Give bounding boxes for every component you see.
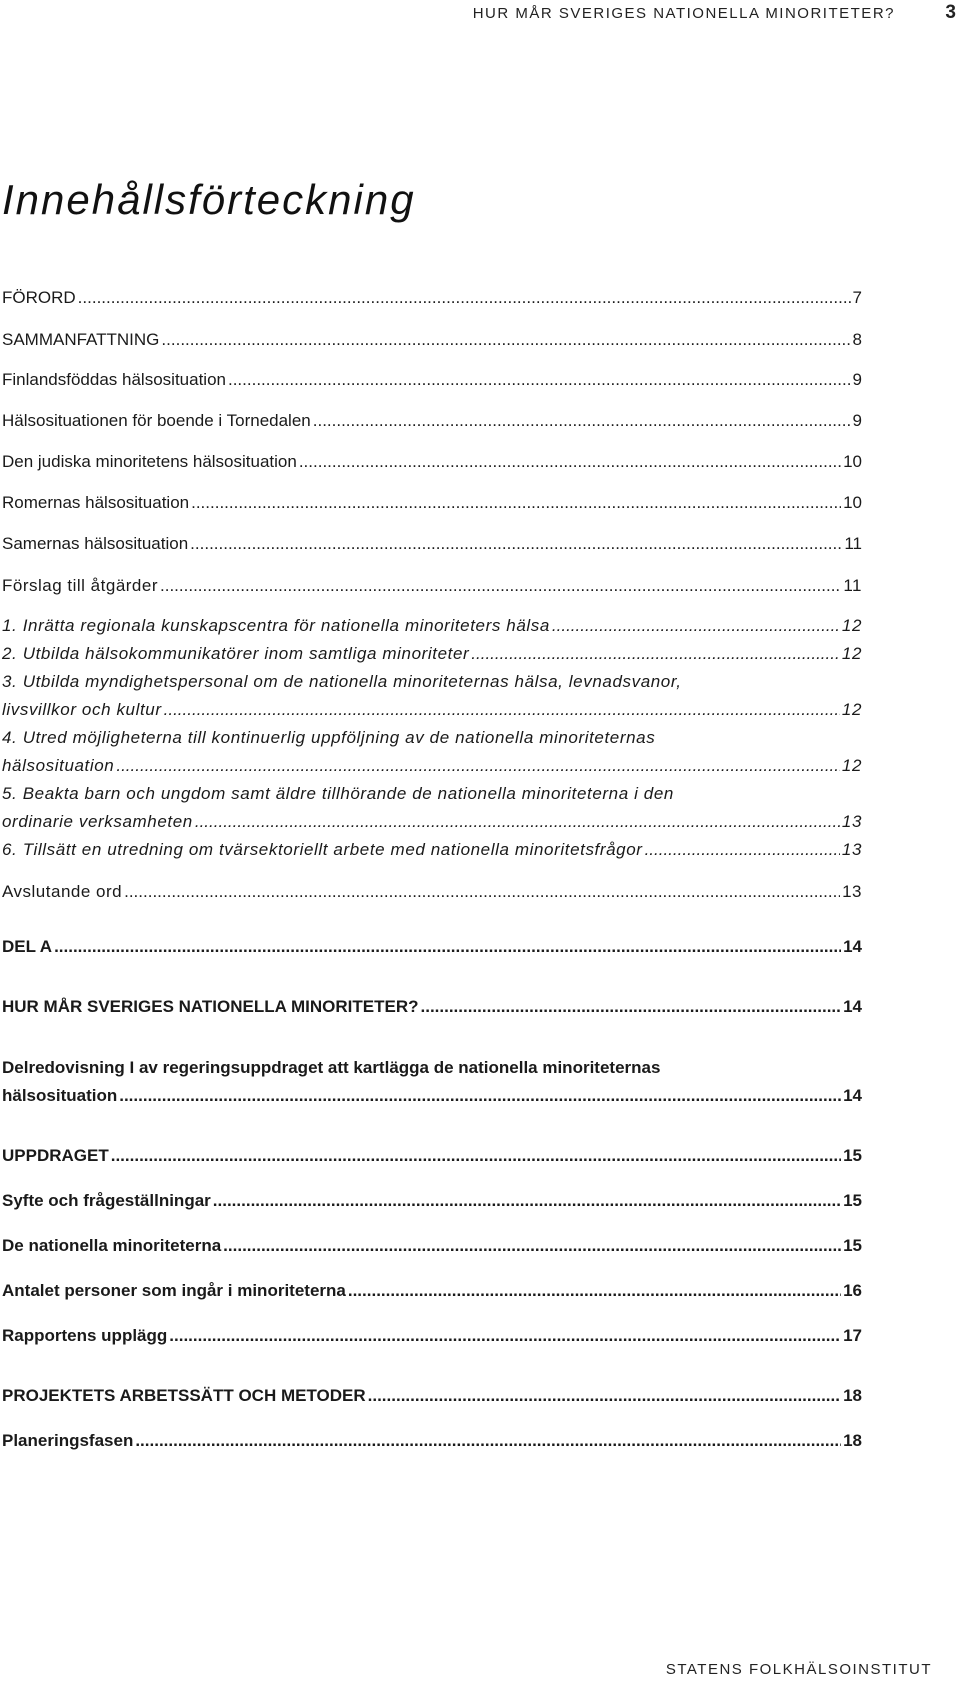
toc-dot-leader — [111, 1142, 841, 1170]
toc-entry-atgard-3[interactable] — [2, 668, 862, 724]
toc-dot-leader — [164, 696, 840, 724]
toc-dot-leader — [195, 808, 840, 836]
toc-page-number: 12 — [841, 616, 862, 635]
toc-entry-text: Antalet personer som ingår i minoriteterna — [2, 1281, 346, 1300]
toc-entry-text: DEL A — [2, 937, 53, 956]
toc-dot-leader — [313, 407, 851, 435]
toc-entry-text: 6. Tillsätt en utredning om tvärsektoriellt arbete med nationella minoritetsfrågor — [2, 840, 643, 859]
toc-entry-antalet[interactable] — [2, 1277, 862, 1305]
toc-entry-del-a[interactable] — [2, 933, 862, 961]
toc-page-number: 11 — [843, 576, 862, 595]
page-footer: STATENS FOLKHÄLSOINSTITUT — [665, 1661, 932, 1678]
toc-entry-text: Avslutande ord — [2, 882, 123, 901]
toc-entry-text: UPPDRAGET — [2, 1146, 109, 1165]
toc-entry-text: Planeringsfasen — [2, 1431, 134, 1450]
toc-entry-planeringsfasen[interactable] — [2, 1427, 862, 1455]
toc-entry-text-line2: hälsosituation — [2, 1086, 118, 1105]
toc-page-number: 13 — [841, 840, 862, 859]
toc-entry-text: Finlandsföddas hälsosituation — [2, 370, 226, 389]
toc-dot-leader — [645, 836, 840, 864]
toc-entry-tornedalen[interactable] — [2, 407, 862, 435]
toc-entry-romernas[interactable] — [2, 489, 862, 517]
toc-page-number: 15 — [843, 1146, 862, 1165]
toc-dot-leader — [161, 326, 850, 354]
toc-entry-text: Hälsosituationen för boende i Tornedalen — [2, 411, 311, 430]
page-number: 3 — [945, 2, 956, 23]
toc-entry-text-line1: 5. Beakta barn och ungdom samt äldre tillhörande de nationella minoriteterna i den — [2, 784, 674, 803]
toc-page-number: 14 — [843, 1086, 862, 1105]
toc-page-number: 13 — [842, 882, 862, 901]
toc-page-number: 9 — [852, 370, 862, 389]
toc-entry-text: Den judiska minoritetens hälsosituation — [2, 452, 297, 471]
toc-page-number: 12 — [841, 700, 862, 719]
page-title: Innehållsförteckning — [2, 176, 416, 223]
toc-entry-syfte[interactable] — [2, 1187, 862, 1215]
toc-page-number: 18 — [843, 1386, 862, 1405]
toc-entry-judiska[interactable] — [2, 448, 862, 476]
toc-entry-text: Förslag till åtgärder — [2, 576, 159, 595]
toc-dot-leader — [116, 752, 840, 780]
toc-dot-leader — [78, 284, 851, 312]
toc-entry-rapportens[interactable] — [2, 1322, 862, 1350]
toc-entry-text: Rapportens upplägg — [2, 1326, 168, 1345]
toc-entry-uppdraget[interactable] — [2, 1142, 862, 1170]
page-header — [0, 4, 960, 30]
toc-entry-text: FÖRORD — [2, 288, 76, 307]
toc-dot-leader — [135, 1427, 841, 1455]
toc-entry-text: HUR MÅR SVERIGES NATIONELLA MINORITETER? — [2, 997, 419, 1016]
toc-page-number: 15 — [843, 1236, 862, 1255]
toc-dot-leader — [368, 1382, 841, 1410]
toc-entry-forslag[interactable] — [2, 572, 862, 600]
toc-entry-text: PROJEKTETS ARBETSSÄTT OCH METODER — [2, 1386, 366, 1405]
toc-dot-leader — [124, 878, 840, 906]
toc-page-number: 15 — [843, 1191, 862, 1210]
toc-entry-avslutande-ord[interactable] — [2, 878, 862, 906]
toc-entry-atgard-6[interactable] — [2, 836, 862, 864]
toc-page-number: 10 — [843, 493, 862, 512]
toc-entry-projektets[interactable] — [2, 1382, 862, 1410]
toc-page-number: 7 — [852, 288, 862, 307]
toc-page-number: 12 — [841, 756, 862, 775]
toc-entry-samernas[interactable] — [2, 530, 862, 558]
toc-entry-hur-mar[interactable] — [2, 993, 862, 1021]
toc-dot-leader — [348, 1277, 841, 1305]
toc-dot-leader — [160, 572, 841, 600]
toc-page-number: 17 — [843, 1326, 862, 1345]
toc-entry-atgard-2[interactable] — [2, 640, 862, 668]
toc-page-number: 14 — [843, 937, 862, 956]
toc-entry-atgard-1[interactable] — [2, 612, 862, 640]
toc-entry-text: 1. Inrätta regionala kunskapscentra för nationella minoriteters hälsa — [2, 616, 550, 635]
toc-page-number: 18 — [843, 1431, 862, 1450]
toc-dot-leader — [191, 489, 841, 517]
toc-dot-leader — [552, 612, 840, 640]
toc-page-number: 14 — [843, 997, 862, 1016]
toc-entry-delredovisning[interactable] — [2, 1054, 862, 1110]
toc-entry-finlandsfoddas[interactable] — [2, 366, 862, 394]
running-head: HUR MÅR SVERIGES NATIONELLA MINORITETER? — [472, 5, 895, 22]
toc-dot-leader — [169, 1322, 841, 1350]
toc-page-number: 16 — [843, 1281, 862, 1300]
toc-entry-text: Syfte och frågeställningar — [2, 1191, 211, 1210]
toc-entry-text-line1: 4. Utred möjligheterna till kontinuerlig uppföljning av de nationella minoriteternas — [2, 728, 656, 747]
toc-entry-text-line2: hälsosituation — [2, 756, 115, 775]
toc-dot-leader — [228, 366, 851, 394]
toc-page-number: 12 — [841, 644, 862, 663]
toc-entry-text-line1: 3. Utbilda myndighetspersonal om de nationella minoriteternas hälsa, levnadsvanor, — [2, 672, 682, 691]
toc-entry-atgard-5[interactable] — [2, 780, 862, 836]
toc-entry-atgard-4[interactable] — [2, 724, 862, 780]
toc-entry-text: De nationella minoriteterna — [2, 1236, 222, 1255]
toc-dot-leader — [54, 933, 841, 961]
toc-dot-leader — [421, 993, 842, 1021]
toc-dot-leader — [213, 1187, 841, 1215]
toc-entry-sammanfattning[interactable] — [2, 326, 862, 354]
toc-dot-leader — [299, 448, 841, 476]
toc-page-number: 8 — [852, 330, 862, 349]
toc-entry-text-line1: Delredovisning I av regeringsuppdraget att kartlägga de nationella minoriteternas — [2, 1058, 661, 1077]
toc-entry-forord[interactable] — [2, 284, 862, 312]
toc-entry-text-line2: ordinarie verksamheten — [2, 812, 193, 831]
toc-dot-leader — [119, 1082, 841, 1110]
toc-page-number: 9 — [852, 411, 862, 430]
toc-page-number: 13 — [841, 812, 862, 831]
toc-page-number: 10 — [843, 452, 862, 471]
toc-page-number: 11 — [844, 534, 862, 553]
toc-entry-text-line2: livsvillkor och kultur — [2, 700, 162, 719]
toc-dot-leader — [190, 530, 842, 558]
toc-entry-text: SAMMANFATTNING — [2, 330, 160, 349]
toc-entry-text: Romernas hälsosituation — [2, 493, 190, 512]
toc-entry-de-nationella[interactable] — [2, 1232, 862, 1260]
toc-entry-text: Samernas hälsosituation — [2, 534, 189, 553]
toc-dot-leader — [471, 640, 840, 668]
toc-dot-leader — [223, 1232, 841, 1260]
toc-entry-text: 2. Utbilda hälsokommunikatörer inom samtliga minoriteter — [2, 644, 470, 663]
